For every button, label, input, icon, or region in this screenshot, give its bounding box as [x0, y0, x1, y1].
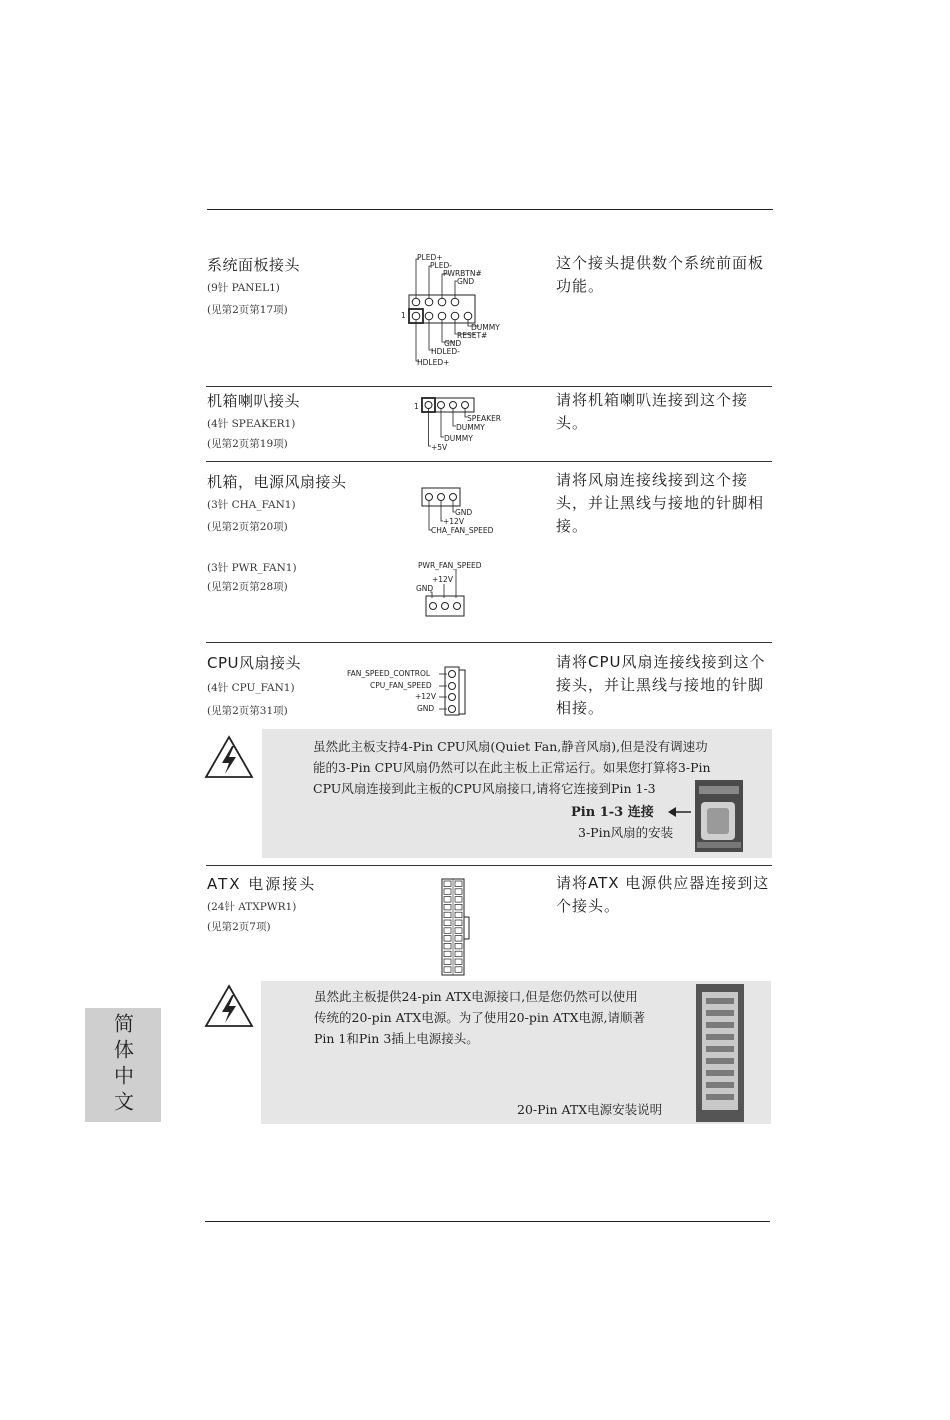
- label-gnd-top: GND: [457, 277, 475, 286]
- atx-pin: [455, 928, 462, 934]
- speaker-pin-info: (4针 SPEAKER1): [207, 418, 296, 430]
- atx-pin: [455, 889, 462, 895]
- pwr-fan-pin-info: (3针 PWR_FAN1): [207, 562, 297, 574]
- label-gnd: GND: [416, 584, 434, 593]
- atx-pin: [455, 943, 462, 949]
- label-dummy-2: DUMMY: [444, 434, 473, 443]
- cha-fan-diagram: [418, 484, 508, 538]
- atx-page-ref: (见第2页7项): [207, 921, 271, 933]
- label-gnd: GND: [455, 508, 473, 517]
- atx-pin: [444, 951, 451, 957]
- speaker-page-ref: (见第2页第19项): [207, 438, 288, 450]
- note2-line-1: 虽然此主板提供24-pin ATX电源接口,但是您仍然可以使用: [314, 989, 638, 1004]
- atx-pin: [444, 959, 451, 965]
- atx-pin: [444, 920, 451, 926]
- language-label: 简体中文: [110, 1013, 135, 1117]
- atx-pin: [455, 959, 462, 965]
- note1-line-2: 能的3-Pin CPU风扇仍然可以在此主板上正常运行。如果您打算将3-Pin: [313, 760, 711, 775]
- atx-pin: [455, 881, 462, 887]
- pwr-fan-page-ref: (见第2页第28项): [207, 581, 288, 593]
- atx-install-photo: [696, 984, 744, 1122]
- label-dummy: DUMMY: [471, 323, 500, 332]
- language-tab: [85, 1008, 161, 1122]
- label-pwr-fan-speed: PWR_FAN_SPEED: [418, 561, 482, 570]
- label-fan-speed-control: FAN_SPEED_CONTROL: [347, 669, 431, 678]
- cpufan-pin-info: (4针 CPU_FAN1): [207, 682, 295, 694]
- note1-line-1: 虽然此主板支持4-Pin CPU风扇(Quiet Fan,静音风扇),但是没有调速功: [313, 739, 708, 754]
- atx-pin-info: (24针 ATXPWR1): [207, 901, 297, 913]
- label-pin1: 1: [401, 311, 406, 320]
- label-pled-plus: PLED+: [417, 253, 443, 262]
- atx-pin: [444, 889, 451, 895]
- panel-title: 系统面板接头: [207, 256, 301, 274]
- atx-pin: [455, 912, 462, 918]
- top-rule: [207, 209, 773, 210]
- note2-caption: 20-Pin ATX电源安装说明: [517, 1102, 663, 1117]
- pin-1-3-label: Pin 1-3 连接: [571, 805, 654, 820]
- label-plus12v: +12V: [443, 517, 464, 526]
- atx-pin: [455, 967, 462, 973]
- cpufan-title: CPU风扇接头: [207, 654, 301, 672]
- note2-line-2: 传统的20-pin ATX电源。为了使用20-pin ATX电源,请顺著: [314, 1010, 645, 1025]
- atx-pin: [455, 897, 462, 903]
- atx-pin: [444, 897, 451, 903]
- label-speaker: SPEAKER: [467, 414, 502, 423]
- label-gnd-bottom: GND: [444, 339, 462, 348]
- cpufan-diagram: [345, 664, 475, 718]
- label-pin1: 1: [414, 402, 419, 411]
- atx-pin: [455, 920, 462, 926]
- speaker-description: 请将机箱喇叭连接到这个接头。: [556, 391, 749, 432]
- panel-pin-info: (9针 PANEL1): [207, 282, 280, 294]
- warning-icon: [203, 983, 255, 1029]
- label-plus5v: +5V: [431, 443, 448, 452]
- bottom-rule: [205, 1221, 770, 1222]
- atx-pin: [444, 928, 451, 934]
- label-pwrbtn: PWRBTN#: [443, 269, 482, 278]
- panel-header-diagram: [395, 250, 510, 372]
- atx-title: ATX 电源接头: [207, 875, 317, 893]
- cha-fan-page-ref: (见第2页第20项): [207, 521, 288, 533]
- atx-pin: [455, 951, 462, 957]
- speaker-title: 机箱喇叭接头: [207, 392, 301, 410]
- note1-caption: 3-Pin风扇的安装: [578, 825, 674, 840]
- label-cpu-fan-speed: CPU_FAN_SPEED: [370, 681, 432, 690]
- divider-4: [206, 865, 772, 866]
- cpufan-page-ref: (见第2页第31项): [207, 705, 288, 717]
- cha-fan-pin-info: (3针 CHA_FAN1): [207, 499, 296, 511]
- atx-connector-diagram: [438, 877, 474, 977]
- atx-pin: [455, 904, 462, 910]
- atx-pin: [444, 967, 451, 973]
- atx-description: 请将ATX 电源供应器连接到这个接头。: [556, 874, 770, 915]
- atx-pin: [444, 936, 451, 942]
- note2-line-3: Pin 1和Pin 3插上电源接头。: [314, 1031, 479, 1046]
- atx-pin: [444, 943, 451, 949]
- label-gnd: GND: [417, 704, 435, 713]
- arrow-left-icon: [668, 806, 692, 818]
- atx-pin: [455, 936, 462, 942]
- panel-page-ref: (见第2页第17项): [207, 304, 288, 316]
- fan-title: 机箱，电源风扇接头: [207, 473, 347, 491]
- note1-line-3: CPU风扇连接到此主板的CPU风扇接口,请将它连接到Pin 1-3: [313, 781, 656, 796]
- atx-pin: [444, 904, 451, 910]
- label-cha-fan-speed: CHA_FAN_SPEED: [431, 526, 494, 535]
- label-dummy-1: DUMMY: [456, 423, 485, 432]
- label-reset: RESET#: [457, 331, 488, 340]
- label-pled-minus: PLED-: [430, 261, 452, 270]
- panel-description: 这个接头提供数个系统前面板功能。: [556, 254, 765, 295]
- fan-description: 请将风扇连接线接到这个接头，并让黑线与接地的针脚相接。: [556, 471, 765, 535]
- warning-icon: [203, 734, 255, 780]
- cpufan-description: 请将CPU风扇连接线接到这个接头，并让黑线与接地的针脚相接。: [556, 653, 766, 717]
- divider-3: [206, 642, 772, 643]
- speaker-header-diagram: [412, 393, 507, 455]
- divider-2: [206, 461, 772, 462]
- atx-pin: [444, 912, 451, 918]
- label-plus12v: +12V: [415, 692, 436, 701]
- label-hdled-plus: HDLED+: [417, 358, 450, 367]
- divider-1: [206, 386, 772, 387]
- label-hdled-minus: HDLED-: [431, 347, 460, 356]
- pwr-fan-diagram: [412, 558, 512, 622]
- fan-connector-photo: [695, 780, 743, 852]
- label-plus12v: +12V: [432, 575, 453, 584]
- atx-pin: [444, 881, 451, 887]
